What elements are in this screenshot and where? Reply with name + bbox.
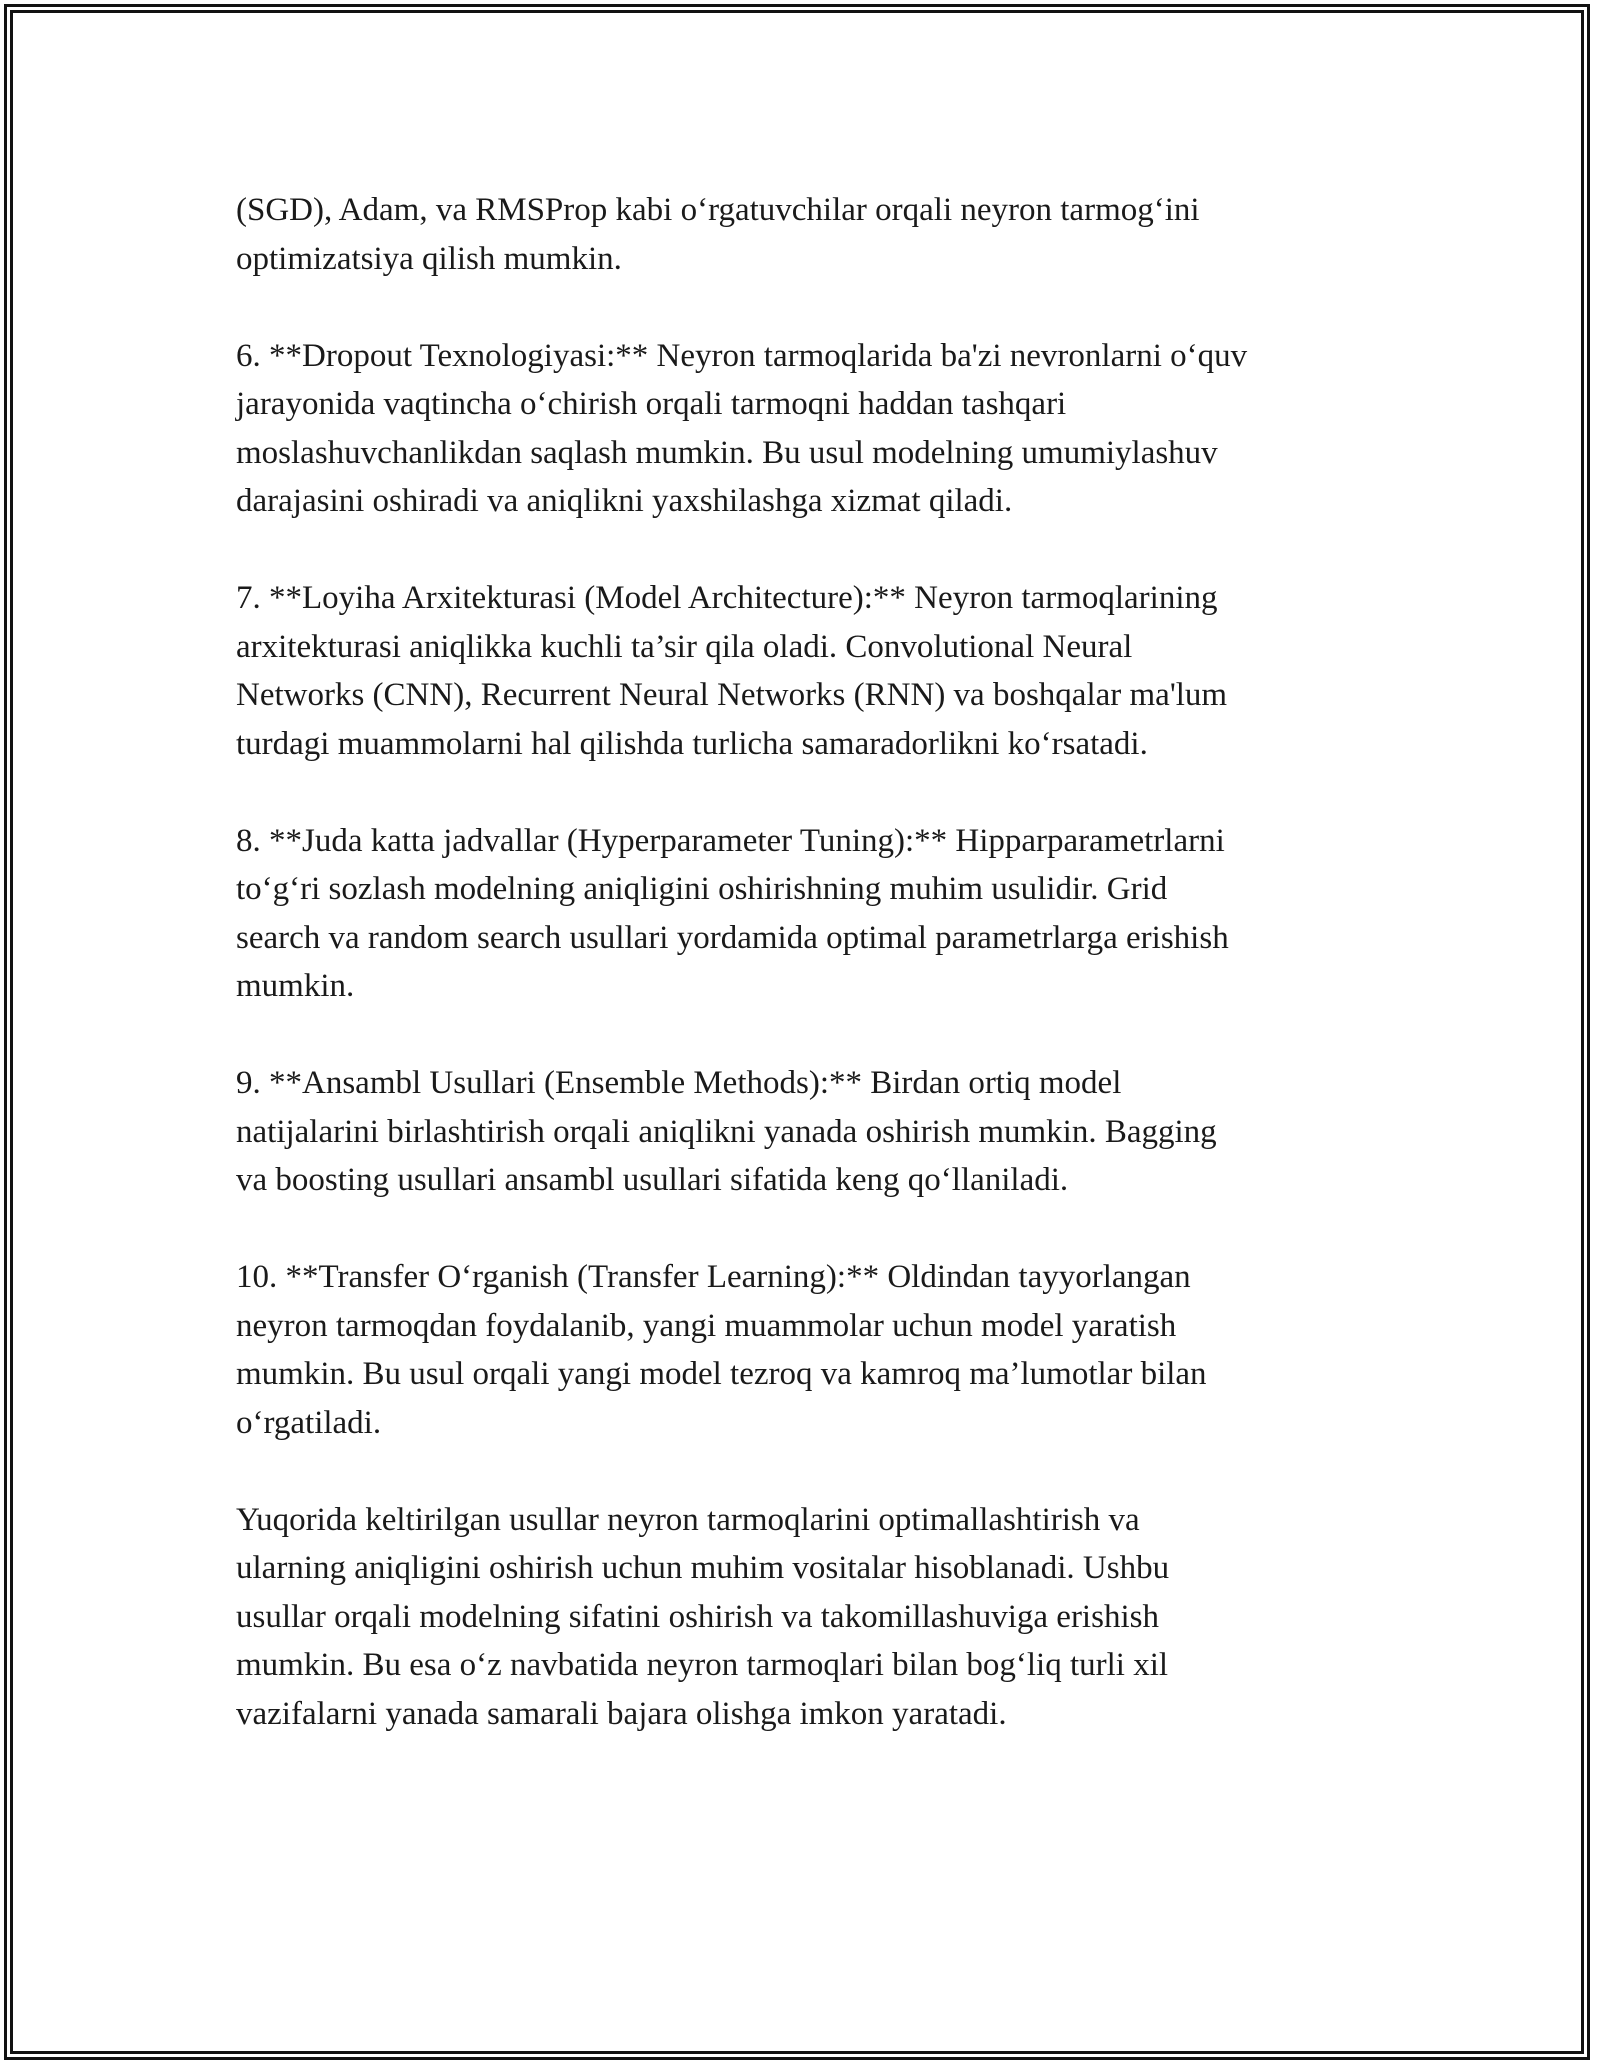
page-content [236,186,1386,1787]
paragraph-transfer-learning: 10. **Transfer O‘rganish (Transfer Learning):** Oldindan tayyorlangan neyron tarmoqdan foydalanib, yangi muammolar uchun model yaratish mumkin. Bu usul orqali yangi model tezroq va kamroq ma’lumotlar bilan o‘rgatiladi. [236,1259,1207,1441]
paragraph-conclusion: Yuqorida keltirilgan usullar neyron tarmoqlarini optimallashtirish va ularning aniqligini oshirish uchun muhim vositalar hisoblanadi. Ushbu usullar orqali modelning sifatini oshirish va takomillashuviga erishish mumkin. Bu esa o‘z navbatida neyron tarmoqlari bilan bog‘liq turli xil vazifalarni yanada samarali bajara olishga imkon yaratadi. [236,1501,1170,1732]
paragraph-dropout: 6. **Dropout Texnologiyasi:** Neyron tarmoqlarida ba'zi nevronlarni o‘quv jarayonida vaqtincha o‘chirish orqali tarmoqni haddan tashqari moslashuvchanlikdan saqlash mumkin. Bu usul modelning umumiylashuv darajasini oshiradi va aniqlikni yaxshilashga xizmat qiladi. [236,337,1248,519]
paragraph-ensemble-methods: 9. **Ansambl Usullari (Ensemble Methods):** Birdan ortiq model natijalarini birlashtirish orqali aniqlikni yanada oshirish mumkin. Bagging va boosting usullari ansambl usullari sifatida keng qo‘llaniladi. [236,1065,1217,1198]
paragraph-sgd-continuation: (SGD), Adam, va RMSProp kabi o‘rgatuvchilar orqali neyron tarmog‘ini optimizatsiya qilish mumkin. [236,192,1200,277]
paragraph-model-architecture: 7. **Loyiha Arxitekturasi (Model Architecture):** Neyron tarmoqlarining arxitekturasi aniqlikka kuchli ta’sir qila oladi. Convolutional Neural Networks (CNN), Recurrent Neural Networks (RNN) va boshqalar ma'lum turdagi muammolarni hal qilishda turlicha samaradorlikni ko‘rsatadi. [236,580,1228,762]
paragraph-hyperparameter-tuning: 8. **Juda katta jadvallar (Hyperparameter Tuning):** Hipparparametrlarni to‘g‘ri sozlash modelning aniqligini oshirishning muhim usulidir. Grid search va random search usullari yordamida optimal parametrlarga erishish mumkin. [236,822,1229,1004]
